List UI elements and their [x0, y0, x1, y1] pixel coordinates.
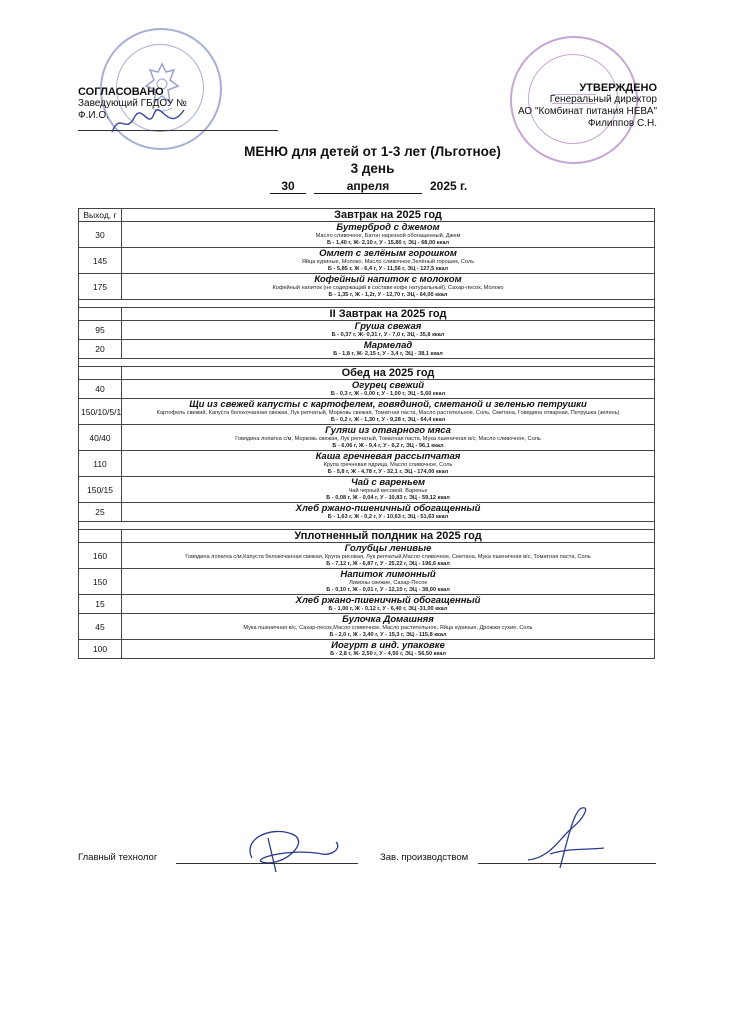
- dish-composition: Чай черный весовой, Варенье: [348, 488, 428, 494]
- approval-block-right: [518, 82, 657, 130]
- dish-nutrition: Б - 0,10 г, Ж - 0,01 г, У - 12,10 г, ЭЦ - 38,00 ккал: [326, 587, 450, 593]
- dish-nutrition: Б - 2,0 г, Ж - 3,40 г, У - 15,3 г, ЭЦ - 115,8 ккал: [329, 632, 447, 638]
- dish-row: [79, 399, 655, 425]
- head-position: Заведующий ГБДОУ №: [78, 98, 187, 109]
- dish-row: [79, 595, 655, 614]
- agreed-label: СОГЛАСОВАНО: [78, 86, 164, 98]
- date-day: 30: [270, 179, 306, 194]
- dish-row: [79, 321, 655, 340]
- section-spacer: [79, 359, 655, 367]
- dish-row: [79, 503, 655, 522]
- section-header-row: [79, 530, 655, 543]
- section-spacer: [79, 300, 655, 308]
- dish-row: [79, 477, 655, 503]
- dish-cell: [122, 543, 655, 569]
- dish-nutrition: Б - 0,3 г, Ж - 0,00 г, У - 1,00 г, ЭЦ - 5,60 ккал: [330, 391, 446, 397]
- output-header-cell: [79, 367, 122, 380]
- tech-signature-line: [176, 863, 358, 864]
- dish-output: 95: [79, 321, 122, 340]
- dish-cell: [122, 380, 655, 399]
- dish-name: Омлет с зелёным горошком: [319, 248, 457, 259]
- director-position: Генеральный директор: [549, 94, 657, 105]
- dish-cell: [122, 425, 655, 451]
- dish-nutrition: Б - 5,85 г, Ж - 6,4 г, У - 11,56 г, ЭЦ - 127,5 ккал: [327, 266, 449, 272]
- dish-composition: Мука пшеничная в/с, Сахар-песок,Масло сливочное, Масло растительное, Яйца куриные, Дрожжи сухие, Соль: [243, 625, 533, 631]
- dish-cell: [122, 399, 655, 425]
- dish-name: Бутерброд с джемом: [336, 222, 440, 233]
- organization-name: АО "Комбинат питания НЕВА": [517, 106, 657, 117]
- dish-row: [79, 340, 655, 359]
- dish-name: Голубцы ленивые: [344, 543, 432, 554]
- dish-cell: [122, 274, 655, 300]
- production-signature-icon: [520, 798, 610, 878]
- dish-nutrition: Б - 0,2 г, Ж - 1,30 г, У - 9,28 г, ЭЦ - 64,4 ккал: [330, 417, 446, 423]
- dish-composition: Кофейный напиток (не содержащий в составе кофе натуральный), Сахар-песок, Молоко: [272, 285, 504, 291]
- dish-row: [79, 640, 655, 659]
- left-signature-icon: [108, 104, 188, 140]
- output-header-cell: [79, 530, 122, 543]
- meal-title: Обед на 2025 год: [122, 367, 655, 380]
- dish-row: [79, 248, 655, 274]
- date-year: 2025 г.: [430, 179, 468, 193]
- meal-title: Завтрак на 2025 год: [122, 209, 655, 222]
- dish-nutrition: Б - 6,06 г, Ж - 9,4 г, У - 6,2 г, ЭЦ - 96,1 ккал: [332, 443, 444, 449]
- dish-output: 20: [79, 340, 122, 359]
- dish-cell: [122, 614, 655, 640]
- dish-name: Иогурт в инд. упаковке: [331, 640, 445, 651]
- dish-output: 30: [79, 222, 122, 248]
- dish-output: 150: [79, 569, 122, 595]
- dish-cell: [122, 340, 655, 359]
- meal-title: II Завтрак на 2025 год: [122, 308, 655, 321]
- director-name: Филиппов С.Н.: [587, 118, 657, 129]
- dish-nutrition: Б - 1,8 г, Ж- 2,15 г, У - 3,4 г, ЭЦ - 38,1 ккал: [333, 351, 443, 357]
- dish-cell: [122, 321, 655, 340]
- menu-title: МЕНЮ для детей от 1-3 лет (Льготное): [244, 144, 501, 159]
- dish-name: Булочка Домашняя: [342, 614, 434, 625]
- dish-row: [79, 274, 655, 300]
- dish-nutrition: Б - 0,37 г, Ж- 0,31 г, У - 7,0 г, ЭЦ - 35,8 ккал: [331, 332, 445, 338]
- dish-output: 145: [79, 248, 122, 274]
- output-header-cell: Выход, г: [79, 209, 122, 222]
- dish-name: Мармелад: [363, 340, 413, 351]
- dish-name: Каша гречневая рассыпчатая: [315, 451, 461, 462]
- fio-label: Ф.И.О.: [78, 110, 109, 121]
- dish-cell: [122, 595, 655, 614]
- dish-nutrition: Б - 2,8 г, Ж- 2,50 г, У - 4,50 г, ЭЦ - 56,50 ккал: [330, 651, 446, 657]
- dish-composition: Говядина лопатка с/м,Капуста белокочанная свежая, Крупа рисовая, Лук репчатый,Масло сливочное, Сметана, Мука пшеничная в/с, Томатная паста, Соль: [185, 554, 591, 560]
- dish-nutrition: Б - 1,00 г, Ж - 0,12 г, У - 6,40 г, ЭЦ -31,00 ккал: [328, 606, 448, 612]
- dish-composition: Лимоны свежие, Сахар-Песок: [349, 580, 427, 586]
- dish-name: Хлеб ржано-пшеничный обогащенный: [295, 595, 481, 606]
- dish-nutrition: Б - 5,8 г, Ж - 4,78 г, У - 32,1 г, ЭЦ - 174,00 ккал: [327, 469, 449, 475]
- dish-row: [79, 425, 655, 451]
- date-line: [270, 179, 467, 194]
- dish-nutrition: Б - 1,63 г, Ж - 0,2 г, У - 10,63 г, ЭЦ - 51,63 ккал: [327, 514, 449, 520]
- page-title: [0, 143, 745, 177]
- dish-output: 150/10/5/1: [79, 399, 122, 425]
- dish-row: [79, 222, 655, 248]
- dish-name: Огурец свежий: [351, 380, 425, 391]
- dish-composition: Картофель свежий, Капуста белокочанная свежая, Лук репчатый, Морковь свежая, Томатная паста, Масло растительное, Соль, Сметана, Говядина отварная, Петрушка (зелень): [156, 410, 620, 416]
- dish-composition: Крупа гречневая ядрица, Масло сливочное, Соль: [323, 462, 453, 468]
- section-spacer: [79, 522, 655, 530]
- dish-nutrition: Б - 0,08 г, Ж - 0,04 г, У - 10,83 г, ЭЦ - 59,12 ккал: [326, 495, 450, 501]
- dish-nutrition: Б - 7,12 г, Ж - 6,87 г, У - 25,22 г, ЭЦ - 196,6 ккал: [326, 561, 450, 567]
- dish-cell: [122, 569, 655, 595]
- footer-tech-label: Главный технолог: [78, 852, 158, 863]
- dish-output: 40/40: [79, 425, 122, 451]
- menu-table: [78, 208, 655, 659]
- production-signature-line: [478, 863, 656, 864]
- dish-output: 15: [79, 595, 122, 614]
- dish-row: [79, 451, 655, 477]
- dish-name: Чай с вареньем: [350, 477, 426, 488]
- date-month: апреля: [314, 179, 422, 194]
- footer-production-label: Зав. производством: [380, 852, 469, 863]
- dish-output: 40: [79, 380, 122, 399]
- dish-output: 175: [79, 274, 122, 300]
- dish-row: [79, 380, 655, 399]
- dish-nutrition: Б - 1,40 г, Ж- 2,10 г, У - 15,80 г, ЭЦ - 68,00 ккал: [326, 240, 450, 246]
- dish-composition: Масло сливочное, Батон нарезной обогащенный, Джем: [315, 233, 461, 239]
- dish-cell: [122, 248, 655, 274]
- output-header-cell: [79, 308, 122, 321]
- dish-name: Груша свежая: [354, 321, 422, 332]
- section-header-row: [79, 367, 655, 380]
- section-header-row: [79, 209, 655, 222]
- dish-output: 110: [79, 451, 122, 477]
- dish-output: 150/15: [79, 477, 122, 503]
- dish-name: Щи из свежей капусты с картофелем, говядиной, сметаной и зеленью петрушки: [189, 399, 587, 410]
- tech-signature-icon: [232, 818, 352, 878]
- dish-cell: [122, 503, 655, 522]
- dish-cell: [122, 451, 655, 477]
- dish-composition: Говядина лопатка с/м, Морковь свежая, Лук репчатый, Томатная паста, Мука пшеничная в/с, Масло сливочное, Соль: [235, 436, 541, 442]
- dish-output: 25: [79, 503, 122, 522]
- approved-label: УТВЕРЖДЕНО: [579, 82, 657, 94]
- menu-table-body: [79, 209, 655, 659]
- dish-name: Хлеб ржано-пшеничный обогащенный: [295, 503, 481, 514]
- dish-row: [79, 614, 655, 640]
- dish-output: 100: [79, 640, 122, 659]
- day-number: 3 день: [350, 161, 395, 176]
- dish-cell: [122, 477, 655, 503]
- meal-title: Уплотненный полдник на 2025 год: [122, 530, 655, 543]
- dish-output: 160: [79, 543, 122, 569]
- dish-name: Напиток лимонный: [340, 569, 436, 580]
- dish-composition: Яйца куриные, Молоко, Масло сливочное,Зелёный горошек, Соль: [301, 259, 475, 265]
- dish-cell: [122, 640, 655, 659]
- dish-row: [79, 543, 655, 569]
- dish-cell: [122, 222, 655, 248]
- dish-name: Гуляш из отварного мяса: [325, 425, 451, 436]
- dish-nutrition: Б - 1,35 г, Ж - 1,2г, У - 12,70 г, ЭЦ - 64,00 ккал: [328, 292, 448, 298]
- dish-name: Кофейный напиток с молоком: [314, 274, 462, 285]
- dish-row: [79, 569, 655, 595]
- section-header-row: [79, 308, 655, 321]
- dish-output: 45: [79, 614, 122, 640]
